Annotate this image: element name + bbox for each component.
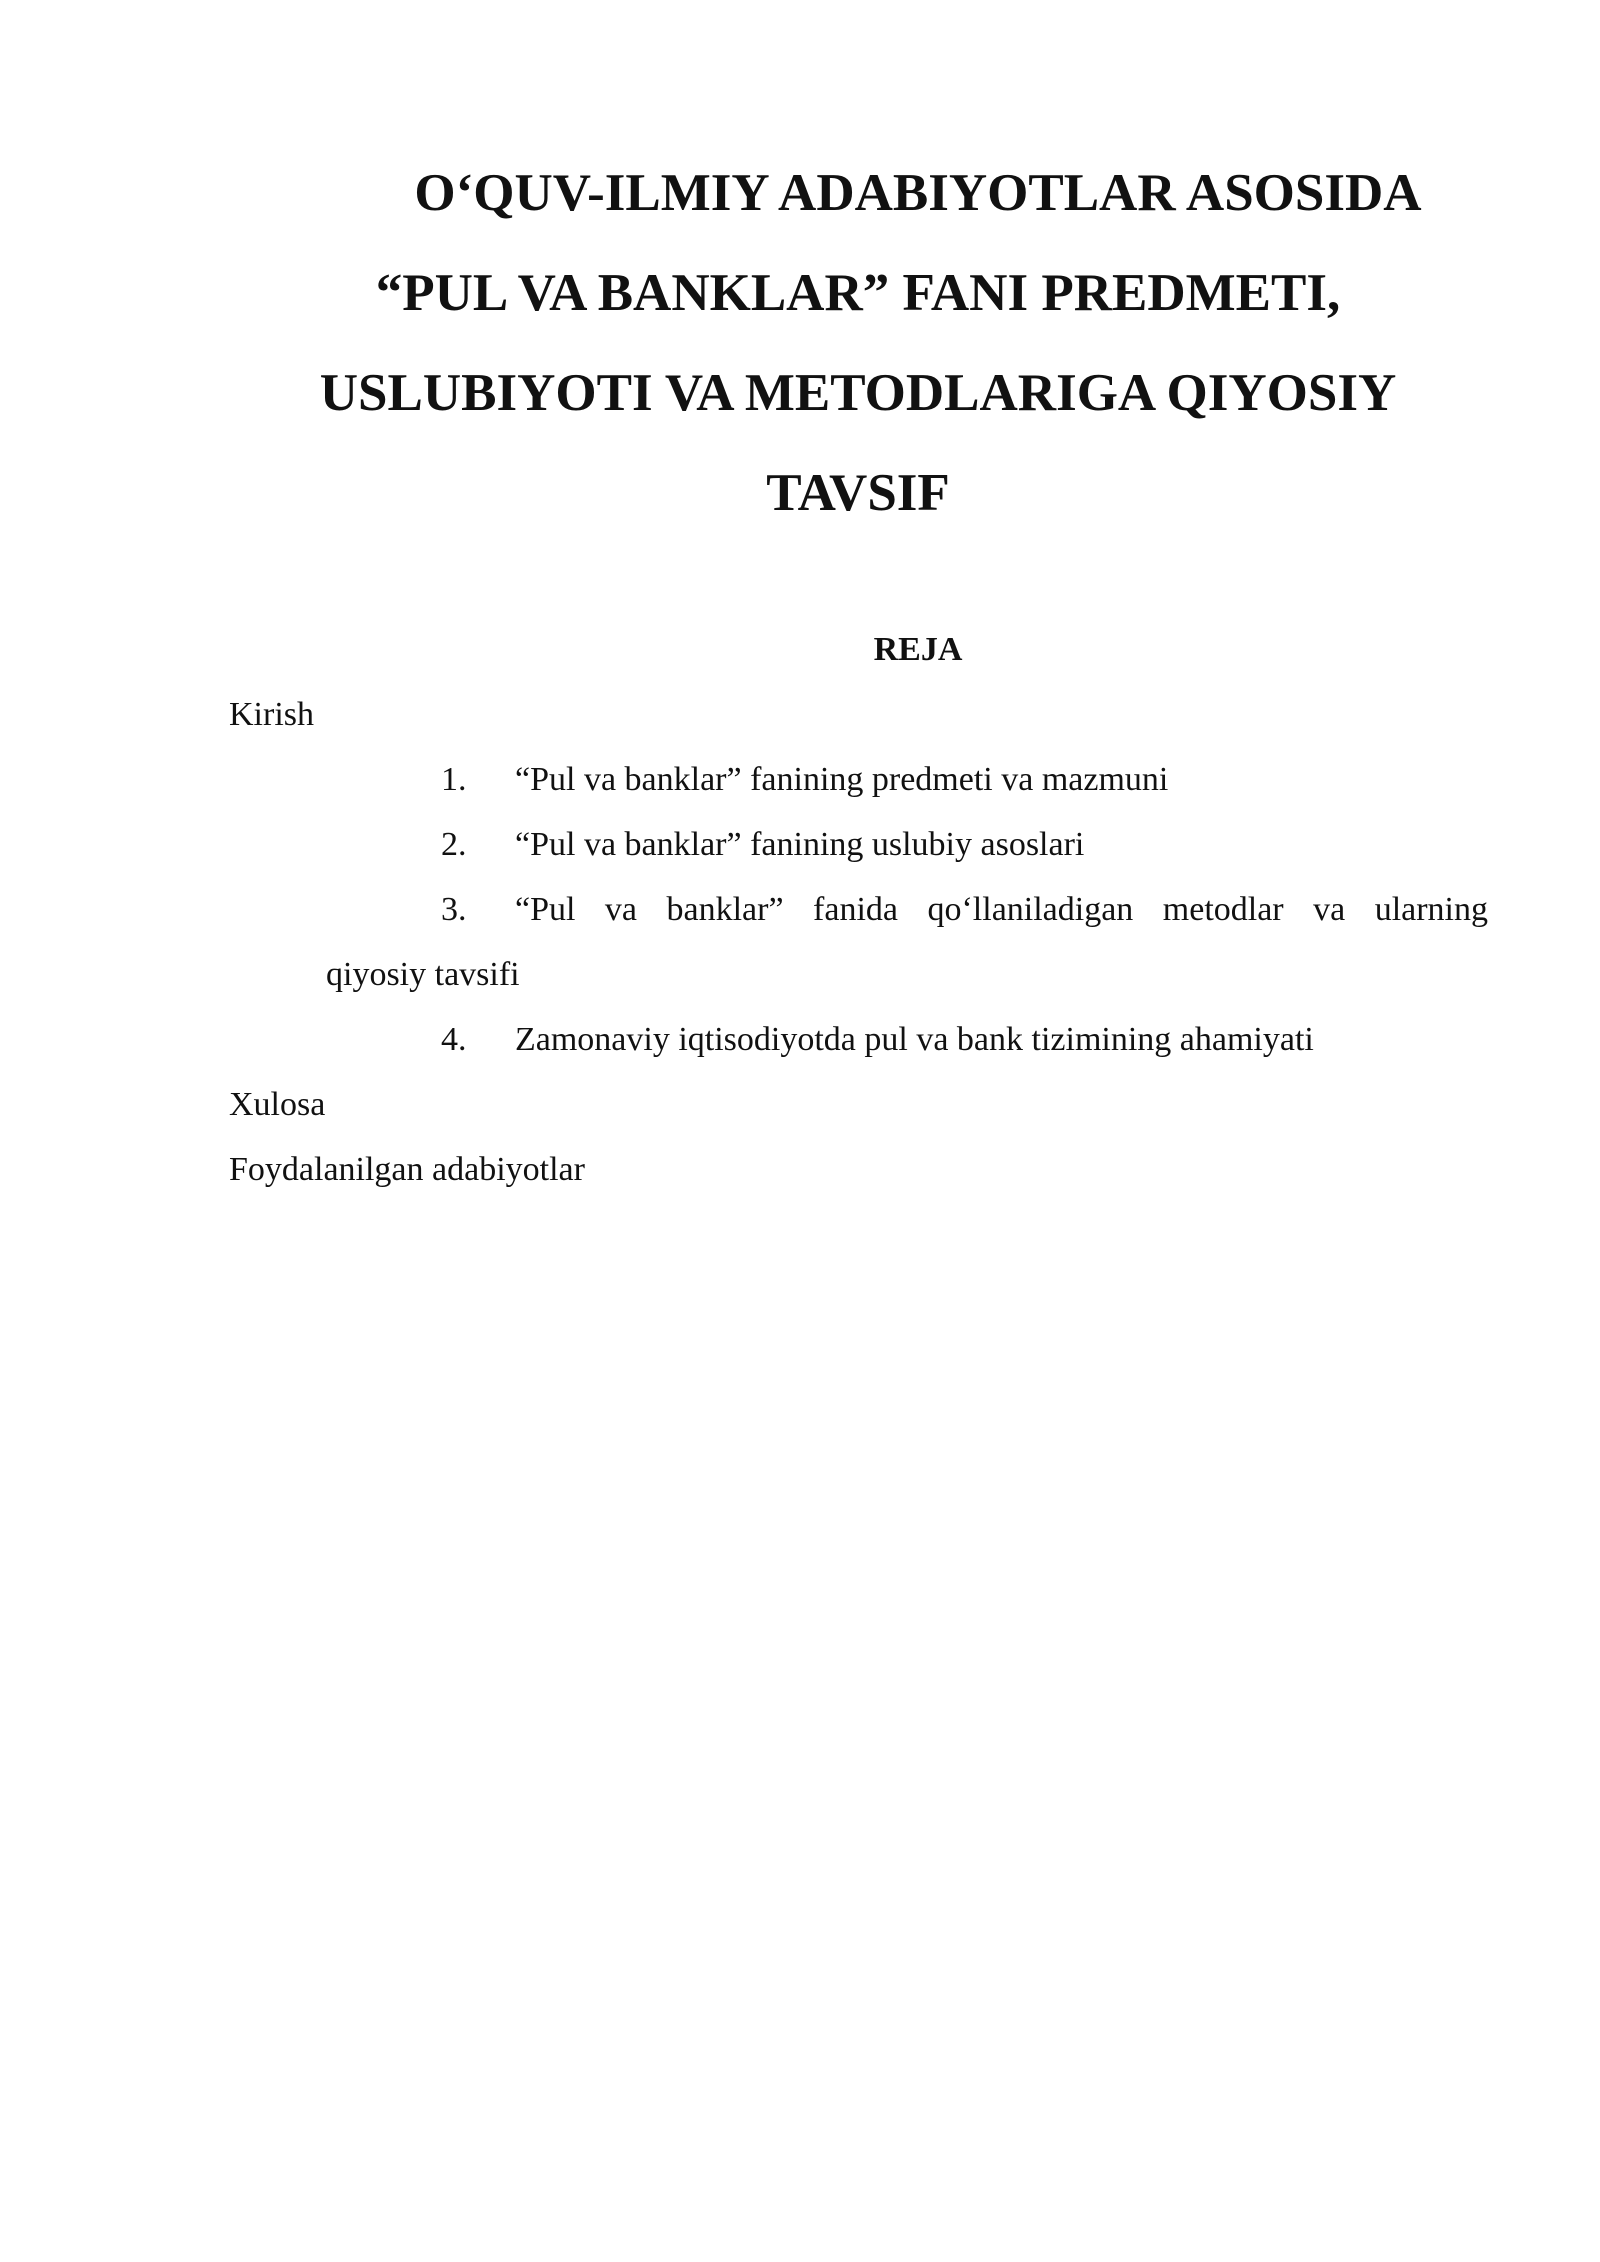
plan-item-text: “Pul va banklar” fanida qo‘llaniladigan metodlar va ularning — [515, 891, 1488, 928]
plan-references: Foydalanilgan adabiyotlar — [229, 1151, 585, 1188]
plan-item-number: 3. — [441, 891, 467, 928]
document-title — [228, 143, 1488, 543]
plan-item-text-continuation: qiyosiy tavsifi — [326, 956, 520, 993]
plan-item-number: 2. — [441, 826, 467, 863]
plan-item-number: 4. — [441, 1021, 467, 1058]
title-line: O‘QUV-ILMIY ADABIYOTLAR ASOSIDA — [414, 164, 1422, 222]
plan-heading: REJA — [873, 631, 963, 668]
plan-conclusion: Xulosa — [229, 1086, 326, 1123]
title-line: USLUBIYOTI VA METODLARIGA QIYOSIY — [319, 364, 1397, 422]
plan-item-text: “Pul va banklar” fanining predmeti va mazmuni — [515, 761, 1169, 798]
plan-item — [228, 877, 1488, 1007]
plan-item-text: Zamonaviy iqtisodiyotda pul va bank tizimining ahamiyati — [515, 1021, 1314, 1058]
title-line: TAVSIF — [766, 464, 950, 522]
plan-item-text: “Pul va banklar” fanining uslubiy asoslari — [515, 826, 1085, 863]
title-line: “PUL VA BANKLAR” FANI PREDMETI, — [375, 264, 1341, 322]
plan-item-number: 1. — [441, 761, 467, 798]
plan-intro: Kirish — [229, 696, 314, 733]
